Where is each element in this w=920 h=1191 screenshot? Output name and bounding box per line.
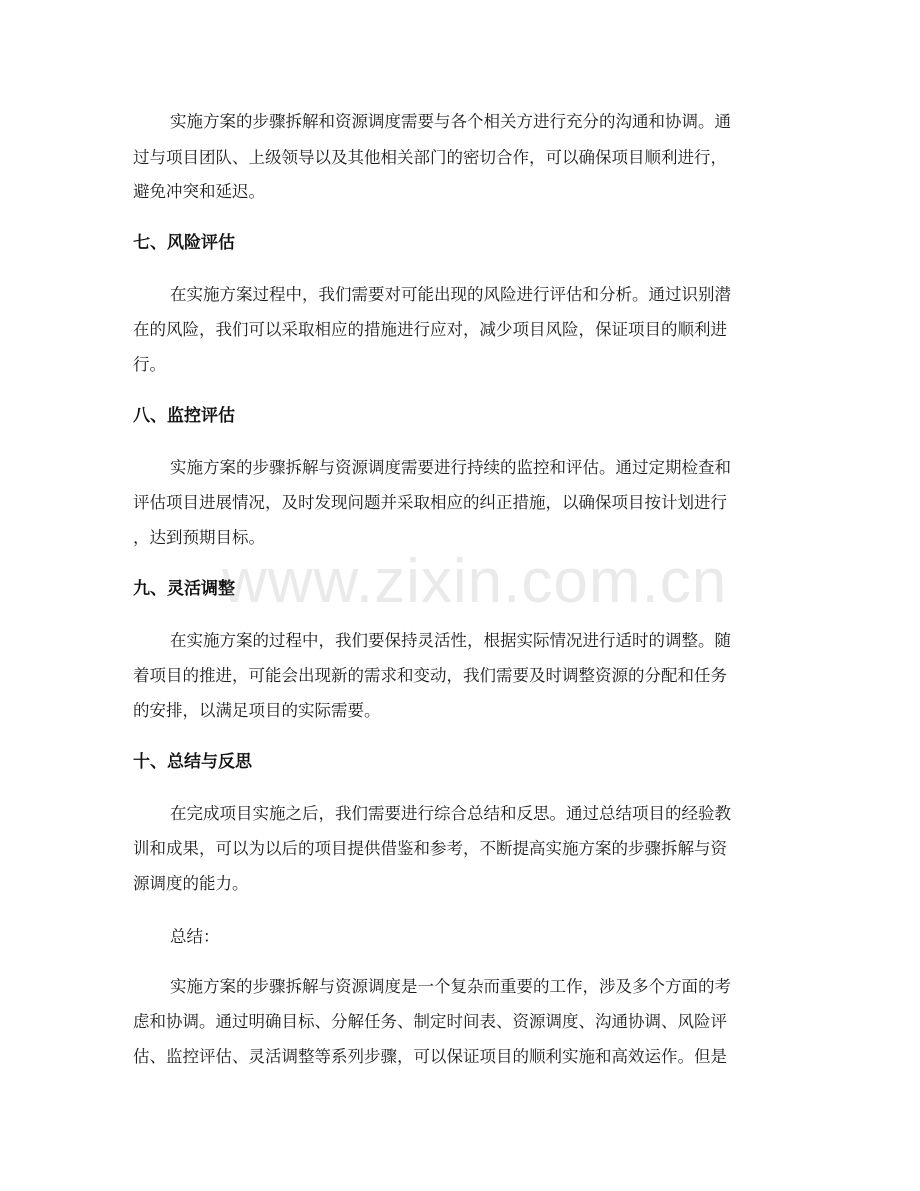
summary-label: 总结： <box>170 927 220 946</box>
paragraph-4-line-2: 着项目的推进，可能会出现新的需求和变动，我们需要及时调整资源的分配和任务 <box>133 666 727 685</box>
section-heading-7: 七、风险评估 <box>133 233 235 253</box>
paragraph-2-line-1: 在实施方案过程中，我们需要对可能出现的风险进行评估和分析。通过识别潜 <box>170 285 731 304</box>
watermark: www.zixin.com.cn <box>222 547 728 616</box>
section-heading-8: 八、监控评估 <box>133 406 235 426</box>
paragraph-3-line-3: ，达到预期目标。 <box>133 528 265 547</box>
paragraph-3-line-1: 实施方案的步骤拆解与资源调度需要进行持续的监控和评估。通过定期检查和 <box>170 458 731 477</box>
paragraph-1-line-3: 避免冲突和延迟。 <box>133 182 265 201</box>
paragraph-5-line-2: 训和成果，可以为以后的项目提供借鉴和参考，不断提高实施方案的步骤拆解与资 <box>133 839 727 858</box>
paragraph-6-line-2: 虑和协调。通过明确目标、分解任务、制定时间表、资源调度、沟通协调、风险评 <box>133 1012 727 1031</box>
paragraph-5-line-1: 在完成项目实施之后，我们需要进行综合总结和反思。通过总结项目的经验教 <box>170 804 731 823</box>
paragraph-4-line-3: 的安排，以满足项目的实际需要。 <box>133 701 381 720</box>
paragraph-3-line-2: 评估项目进展情况，及时发现问题并采取相应的纠正措施，以确保项目按计划进行 <box>133 493 727 512</box>
paragraph-1-line-1: 实施方案的步骤拆解和资源调度需要与各个相关方进行充分的沟通和协调。通 <box>170 112 731 131</box>
paragraph-1-line-2: 过与项目团队、上级领导以及其他相关部门的密切合作，可以确保项目顺利进行， <box>133 148 727 167</box>
paragraph-2-line-3: 行。 <box>133 355 166 374</box>
paragraph-6-line-1: 实施方案的步骤拆解与资源调度是一个复杂而重要的工作，涉及多个方面的考 <box>170 977 731 996</box>
paragraph-2-line-2: 在的风险，我们可以采取相应的措施进行应对，减少项目风险，保证项目的顺利进 <box>133 320 727 339</box>
paragraph-4-line-1: 在实施方案的过程中，我们要保持灵活性，根据实际情况进行适时的调整。随 <box>170 631 731 650</box>
section-heading-10: 十、总结与反思 <box>133 752 252 772</box>
section-heading-9: 九、灵活调整 <box>133 579 235 599</box>
paragraph-5-line-3: 源调度的能力。 <box>133 874 249 893</box>
paragraph-6-line-3: 估、监控评估、灵活调整等系列步骤，可以保证项目的顺利实施和高效运作。但是 <box>133 1047 727 1066</box>
